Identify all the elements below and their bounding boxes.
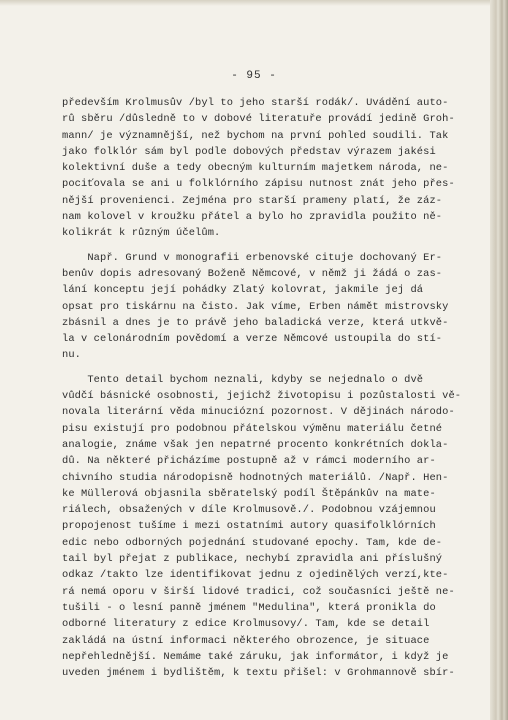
text-line: opsat pro tiskárnu na čisto. Jak víme, Erben námět mistrovsky [62,300,449,313]
page-top-shadow [0,0,490,6]
body-text [62,95,462,689]
page-number: - 95 - [231,70,277,82]
text-line: kolikrát k různým účelům. [62,227,221,240]
page-stack-edge [490,0,508,720]
text-line: riálech, obsažených v díle Krolmusově./. Podobnou vzájemnou [62,504,436,517]
text-line: chivního studia národopisně hodnotných materiálů. /Např. Hen- [62,471,449,484]
text-line: ke Müllerová objasnila sběratelský podíl Štěpánkův na mate- [62,487,436,500]
text-line: Např. Grund v monografii erbenovské cituje dochovaný Er- [62,251,443,264]
paragraph-3 [62,372,462,682]
text-line: vůdčí básnické osobnosti, jejichž životopisu i pozůstalosti vě- [62,390,462,403]
text-line: zakládá na ústní informaci některého obrozence, je situace [62,634,430,647]
text-line: tail byl přejat z publikace, nechybí zpravidla ani příslušný [62,553,443,566]
text-line: kolektivní duše a tedy obecným kulturním majetkem národa, ne- [62,162,449,175]
text-line: především Krolmusův /byl to jeho starší rodák/. Uvádění auto- [62,97,449,109]
text-line: analogie, známe však jen nepatrné procento konkrétních dokla- [62,438,449,451]
text-line: novala literární věda minuciózní pozornost. V dějinách národo- [62,406,455,419]
text-line: Tento detail bychom neznali, kdyby se nejednalo o dvě [62,373,424,386]
text-line: odkaz /takto lze identifikovat jednu z ojedinělých verzí,kte- [62,569,449,582]
text-line: uveden jménem i bydlištěm, k textu přišel: v Grohmannově sbír- [62,667,455,680]
text-line: nepřehlednější. Nemáme také záruku, jak informátor, i když je [62,650,449,663]
paragraph-1 [62,95,455,242]
text-line: nější provenienci. Zejména pro starší prameny platí, že záz- [62,194,443,207]
text-line: zbásnil a dnes je to právě jeho baladická verze, která utkvě- [62,316,449,329]
text-line: odborné literatury z edice Krolmusovy/. Tam, kde se detail [62,618,430,631]
text-line: rů sběru /důsledně to v dobové literatuře provádí jedině Groh- [62,113,455,126]
text-line: pisu existují pro podobnou přátelskou výměnu materiálu četné [62,422,443,435]
text-line: rá nemá oporu v širší lidové tradici, což současníci ještě ne- [62,585,455,598]
text-line: mann/ je významnější, než bychom na první pohled soudili. Tak [62,129,449,142]
text-line: nam kolovel v kroužku přátel a bylo ho zpravidla použito ně- [62,211,443,224]
text-line: edic nebo odborných pojednání studované epochy. Tam, kde de- [62,536,443,549]
text-line: jako folklór sám byl podle dobových představ výrazem jakési [62,145,436,158]
paragraph-2 [62,250,452,364]
text-line: propojenost tušíme i mezi ostatními autory quasifolklórních [62,520,436,533]
text-line: la v celonárodním povědomí a verze Němcové ustoupila do stí- [62,333,443,346]
text-line: dů. Na některé přicházíme postupně až v rámci moderního ar- [62,455,436,468]
text-line: nu. [62,349,82,362]
text-line: pociťovala se ani u folklórního zápisu nutnost znát jeho přes- [62,178,455,191]
text-line: lání konceptu její pohádky Zlatý kolovrat, jakmile jej dá [62,284,424,297]
text-line: tušili - o lesní panně jménem "Medulina", která pronikla do [62,601,436,614]
text-line: benův dopis adresovaný Boženě Němcové, v němž ji žádá o zas- [62,267,443,280]
